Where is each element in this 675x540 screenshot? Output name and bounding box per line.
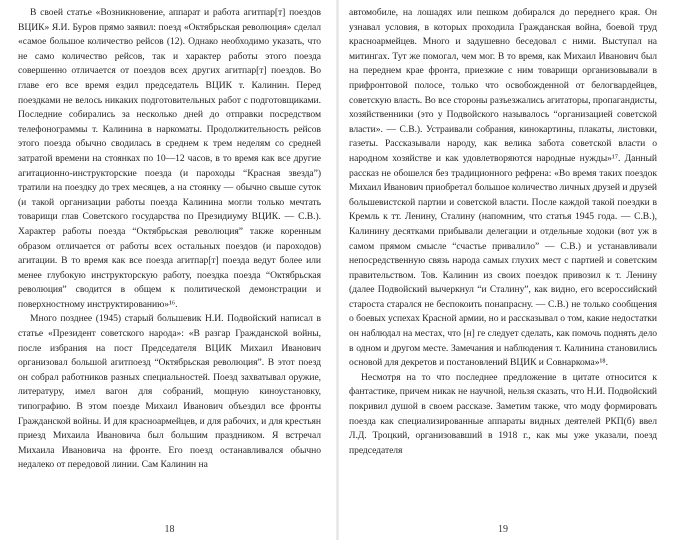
right-page (349, 6, 657, 535)
left-paragraph-2: Много позднее (1945) старый большевик Н.И. Подвойский написал в статье «Президент советского народа»: «В разгар Гражданской войны, после избрания на пост Председателя ВЦИК Михаил Иванович организовал большой агитпоезд “Октябрьская революция”. В этот поезд он собрал работников разных специальностей. Поезд захватывал оружие, литературу, имел вагон для собраний, мощную киноустановку, типографию. В этом поезде Михаил Иванович объездил все фронты Гражданской войны. И для красноармейцев, и для рабочих, и для крестьян приезд Михаила Ивановича был большим праздником. Я встречал Михаила Ивановича на фронте. Его поезд останавливался обычно недалеко от передовой линии. Сам Калинин на (18, 313, 321, 471)
right-page-text (349, 6, 657, 506)
right-paragraph-2: Несмотря на то что последнее предложение в цитате относится к фантастике, причем никак не научной, нельзя сказать, что Н.И. Подвойский покривил душой в своем рассказе. Заметим также, что моду формировать поезда как специализированные аппараты видных деятелей РКП(б) ввел Л.Д. Троцкий, организовавший в 1918 г., как мы уже указали, поезд председателя (349, 371, 657, 456)
book-gutter (336, 0, 339, 540)
left-paragraph-1: В своей статье «Возникновение, аппарат и работа агитпар[т] поездов ВЦИК» Я.И. Буров прямо заявил: поезд «Октябрьская революция» сделал «самое большое количество рейсов (12). Однако необходимо указать, что не само количество рейсов, так и характер работы этого поезда совершенно отличается от поездов всех других агитпар[т] поездов. Во главе его все время ездил председатель ВЦИК т. Калинин. Перед поездками не велось никаких подготовительных работ с подготовщиками. Последние собирались за несколько дней до отправки посредством телефонограммы т. Калинина в наркоматы. Продолжительность рейсов этого поезда обычно сводилась в среднем к трем неделям со средней затратой времени на стоянках по 10—12 часов, в то время как все другие агитационно-инструкторские поезда (и пароходы “Красная звезда”) тратили на поездку до трех месяцев, а на стоянку — обычно свыше суток (и такой организации работы поезда Калинина могли только мечтать товарищи глав Советского государства по Президиуму ВЦИК. — С.В.). Характер работы поезда “Октябрьская революция” также коренным образом отличается от работы всех остальных поездов (и пароходов) агитации. В то время как все поезда агитпар[т] поезда ведут более или менее глубокую инструкторскую работу, поездка поезда “Октябрьская революция” сводится в общем к политической демонстрации и поверхностному инструктированию»¹⁶. (18, 7, 321, 310)
page-number-left: 18 (164, 524, 175, 535)
left-page-text (18, 6, 321, 506)
left-page (18, 6, 321, 535)
page-number-right: 19 (498, 524, 508, 535)
right-paragraph-1: автомобиле, на лошадях или пешком добирался до переднего края. Он узнавал условия, в которых проходила Гражданская война, боевой труд красноармейцев. Много и задушевно беседовал с ними. Выступал на митингах. Тут же помогал, чем мог. В то время, как Михаил Иванович был на переднем крае фронта, приезжие с ним товарищи организовывали в прифронтовой полосе, только что освобожденной от белогвардейцев, советскую власть. Во все стороны разъезжались агитаторы, пропагандисты, хозяйственники (это у Подвойского называлось “организацией советской власти». — С.В.). Устраивали собрания, кинокартины, плакаты, листовки, газеты. Рассказывали народу, как велика забота советской власти о народном хозяйстве и как удовлетворяются народные нужды»¹⁷. Данный рассказ не обошелся без традиционного рефрена: «Во время таких поездок Михаил Иванович приобретал большое количество личных друзей и друзей большевистской партии и советской власти. После каждой такой поездки в Кремль к тт. Ленину, Сталину (напомним, что статья 1945 года. — С.В.), Калинину десятками прибывали делегации и отдельные ходоки (вот уж в самом прямом смысле “счастье привалило” — С.В.) и устанавливали непосредственную связь народа самых глухих мест с партией и советским правительством. Тов. Калинин из своих поездок привозил к т. Ленину (далее Подвойский вычеркнул “и Сталину”, как видно, его всероссийский староста старался не беспокоить понапрасну. — С.В.) не только сообщения о боевых успехах Красной армии, но и рассказывал о том, какие недостатки он наблюдал на местах, что [н] ге следует сделать, как помочь поднять дело в одном и другом месте. Замечания и наблюдения т. Калинина становились основой для декретов и постановлений ВЦИК и Совнаркома»¹⁸. (349, 7, 657, 369)
